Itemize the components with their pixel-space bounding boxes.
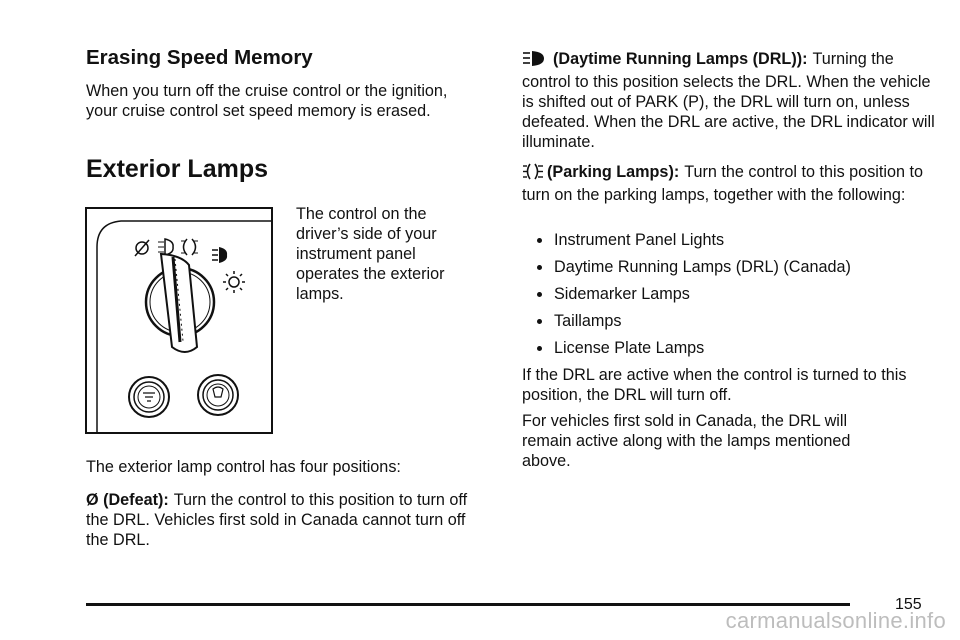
page-number: 155	[895, 596, 922, 613]
drl-text: Turning the control to this position selects the DRL. When the vehicle is shifted out of PARK (P), the DRL will turn on, unless defeated. When the DRL are active, the DRL indicator will illuminate.	[522, 50, 935, 151]
erasing-speed-memory-heading: Erasing Speed Memory	[86, 46, 313, 69]
parking-lamp-icon	[522, 163, 544, 185]
parking-term: (Parking Lamps):	[547, 163, 680, 181]
parking-text: Turn the control to this position to turn on the parking lamps, together with the following:	[522, 163, 923, 204]
footer-rule	[86, 603, 850, 606]
drl-term: (Daytime Running Lamps (DRL)):	[553, 50, 808, 68]
list-item: Taillamps	[522, 311, 942, 338]
drl-lamp-icon	[522, 50, 550, 72]
defeat-term: Ø (Defeat):	[86, 491, 169, 509]
erasing-speed-memory-text: When you turn off the cruise control or the ignition, your cruise control set speed memory is erased.	[86, 82, 448, 120]
list-item: Instrument Panel Lights	[522, 230, 942, 257]
exterior-lamp-control-illustration	[85, 207, 273, 434]
list-item: Daytime Running Lamps (DRL) (Canada)	[522, 257, 942, 284]
defeat-text: Turn the control to this position to turn off the DRL. Vehicles first sold in Canada cannot turn off the DRL.	[86, 491, 468, 549]
positions-intro-text: The exterior lamp control has four positions:	[86, 458, 401, 476]
watermark: carmanualsonline.info	[725, 608, 946, 633]
canada-text: For vehicles first sold in Canada, the DRL will remain active along with the lamps mentioned above.	[522, 412, 851, 470]
drl-active-text: If the DRL are active when the control is turned to this position, the DRL will turn off.	[522, 366, 907, 404]
list-item: License Plate Lamps	[522, 338, 942, 365]
parking-lamp-list	[522, 230, 942, 365]
parking-paragraph	[522, 162, 942, 205]
control-location-text: The control on the driver’s side of your instrument panel operates the exterior lamps.	[296, 205, 445, 303]
list-item: Sidemarker Lamps	[522, 284, 942, 311]
drl-paragraph	[522, 49, 942, 152]
exterior-lamps-heading: Exterior Lamps	[86, 155, 269, 183]
defeat-paragraph	[86, 490, 471, 550]
